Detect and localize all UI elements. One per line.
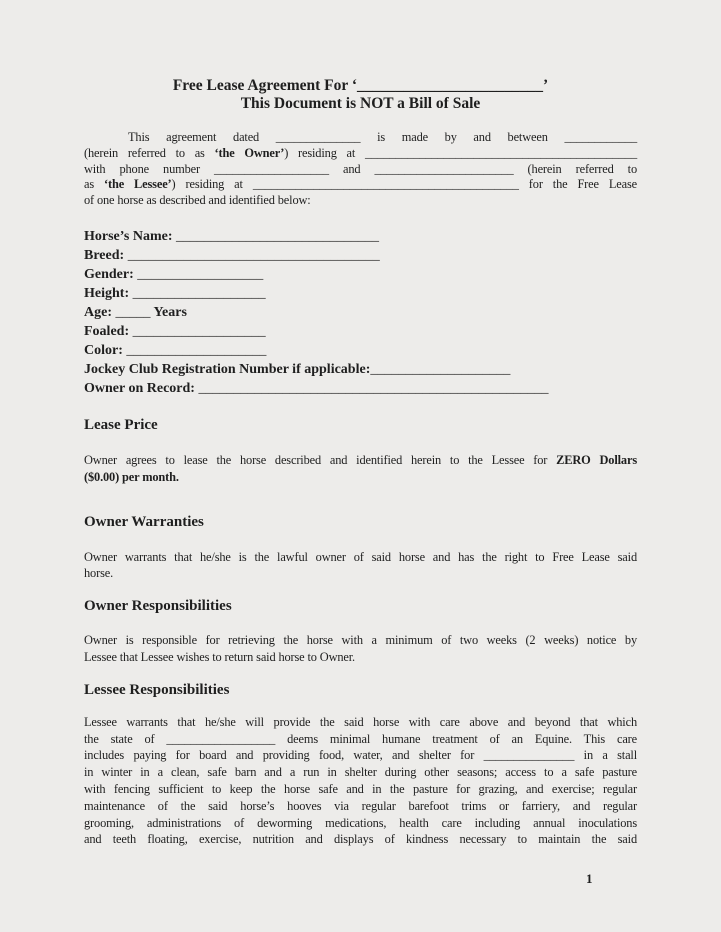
- owner-warranties-heading: Owner Warranties: [84, 513, 204, 530]
- text-segment: Gender:: [84, 266, 138, 282]
- lease-price-paragraph: [84, 452, 637, 486]
- text-segment: Owner is responsible for retrieving the horse with a minimum of two weeks (2 weeks) notice by: [84, 633, 637, 648]
- text-segment: grooming, administrations of deworming medications, health care including annual inoculations: [84, 815, 637, 830]
- text-segment: (herein referred to: [513, 161, 637, 176]
- document-title: [84, 77, 637, 113]
- breed-field: [84, 246, 637, 265]
- text-segment: ($0.00) per month.: [84, 469, 179, 484]
- text-segment: the state of: [84, 731, 167, 746]
- text-segment: in winter in a clean, safe barn and a run in shelter during other seasons; access to a safe pasture: [84, 765, 637, 780]
- text-line: [84, 747, 637, 764]
- color-field: [84, 341, 637, 360]
- blank-field: ____________________: [126, 342, 267, 358]
- text-segment: This agreement dated: [128, 130, 276, 144]
- blank-field: __________________________________________________: [198, 380, 549, 396]
- text-segment: horse.: [84, 566, 114, 581]
- blank-field: __________________: [166, 731, 276, 746]
- document-content: [84, 0, 637, 848]
- blank-field: _____________________________: [176, 228, 380, 244]
- text-segment: Height:: [84, 285, 133, 301]
- text-segment: for the Free Lease: [518, 177, 637, 192]
- text-segment: Owner agrees to lease the horse described and identified herein to the Lessee for: [84, 452, 557, 467]
- text-segment: (herein referred to as: [84, 145, 215, 160]
- text-segment: Color:: [84, 342, 127, 358]
- text-segment: Jockey Club Registration Number if applicable:: [84, 361, 371, 377]
- foaled-field: [84, 322, 637, 341]
- intro-paragraph: [84, 130, 637, 209]
- blank-field: ____________________: [370, 361, 511, 377]
- text-segment: ZERO Dollars: [556, 452, 637, 467]
- text-line: [84, 130, 637, 146]
- text-line: [84, 162, 637, 178]
- document-title-line2: This Document is NOT a Bill of Sale: [240, 95, 481, 112]
- text-line: [84, 452, 637, 469]
- text-line: [84, 815, 637, 832]
- text-segment: as: [84, 177, 105, 192]
- text-segment: is made by and between: [360, 130, 565, 144]
- text-segment: of one horse as described and identified below:: [84, 193, 311, 208]
- text-line: [84, 469, 637, 486]
- text-segment: ) residing at: [284, 145, 365, 160]
- text-segment: Lessee that Lessee wishes to return said horse to Owner.: [84, 649, 356, 664]
- blank-field: ______________: [275, 130, 361, 144]
- text-segment: includes paying for board and providing food, water, and shelter for: [84, 748, 484, 763]
- text-segment: Breed:: [84, 247, 128, 263]
- text-segment: in a stall: [574, 748, 638, 763]
- text-segment: ) residing at: [171, 177, 253, 192]
- owner-warranties-paragraph: [84, 549, 637, 583]
- text-segment: Owner on Record:: [84, 380, 199, 396]
- text-segment: ‘the Owner’: [214, 145, 285, 160]
- blank-field: _____________________________________________: [364, 145, 637, 160]
- text-line: [84, 731, 637, 748]
- text-segment: Lessee warrants that he/she will provide the said horse with care above and beyond that which: [84, 714, 637, 729]
- horse-name-field: [84, 227, 637, 246]
- blank-field: _______________________: [374, 161, 514, 176]
- blank-field: ___________________: [132, 285, 266, 301]
- blank-field: ____________: [564, 130, 637, 144]
- text-segment: with phone number: [84, 161, 215, 176]
- text-segment: Owner warrants that he/she is the lawful owner of said horse and has the right to Free Lease said: [84, 549, 637, 564]
- blank-field: _______________: [483, 748, 575, 763]
- blank-field: ____________________________________: [127, 247, 380, 263]
- text-segment: Age:: [84, 304, 116, 320]
- horse-details-list: [84, 227, 637, 398]
- text-line: [84, 831, 637, 848]
- blank-field: __________________: [137, 266, 264, 282]
- text-segment: Foaled:: [84, 323, 133, 339]
- lessee-responsibilities-heading: Lessee Responsibilities: [84, 681, 230, 698]
- owner-responsibilities-paragraph: [84, 632, 637, 666]
- text-line: [84, 177, 637, 193]
- blank-field: ___________________: [214, 161, 329, 176]
- jockey-club-registration-field: [84, 360, 637, 379]
- blank-field: ___________________: [132, 323, 266, 339]
- text-line: [84, 649, 637, 666]
- text-line: [84, 764, 637, 781]
- owner-on-record-field: [84, 379, 637, 398]
- text-line: [84, 798, 637, 815]
- text-segment: deems minimal humane treatment of an Equine. This care: [275, 731, 637, 746]
- text-line: [84, 146, 637, 162]
- text-segment: with fencing sufficient to keep the horse safe and in the pasture for grazing, and exercise; regular: [84, 781, 637, 796]
- lessee-responsibilities-paragraph: [84, 714, 637, 848]
- text-segment: Horse’s Name:: [84, 228, 177, 244]
- text-line: [84, 565, 637, 582]
- height-field: [84, 284, 637, 303]
- document-title-line1: Free Lease Agreement For ‘________________________’: [172, 77, 549, 94]
- text-line: [84, 632, 637, 649]
- lease-price-heading: Lease Price: [84, 416, 158, 433]
- blank-field: ____________________________________________: [252, 177, 519, 192]
- text-segment: and: [328, 161, 375, 176]
- page-number: 1: [586, 871, 593, 886]
- text-segment: maintenance of the said horse’s hooves via regular barefoot trims or farriery, and regular: [84, 798, 637, 813]
- text-line: [84, 781, 637, 798]
- text-segment: and teeth floating, exercise, nutrition and displays of kindness necessary to maintain the said: [84, 832, 637, 847]
- age-field: [84, 303, 637, 322]
- text-line: [84, 714, 637, 731]
- gender-field: [84, 265, 637, 284]
- owner-responsibilities-heading: Owner Responsibilities: [84, 598, 232, 615]
- blank-field: _____: [115, 304, 151, 320]
- text-line: [84, 193, 637, 209]
- text-segment: ‘the Lessee’: [104, 177, 172, 192]
- text-line: [84, 549, 637, 566]
- text-segment: Years: [150, 304, 187, 320]
